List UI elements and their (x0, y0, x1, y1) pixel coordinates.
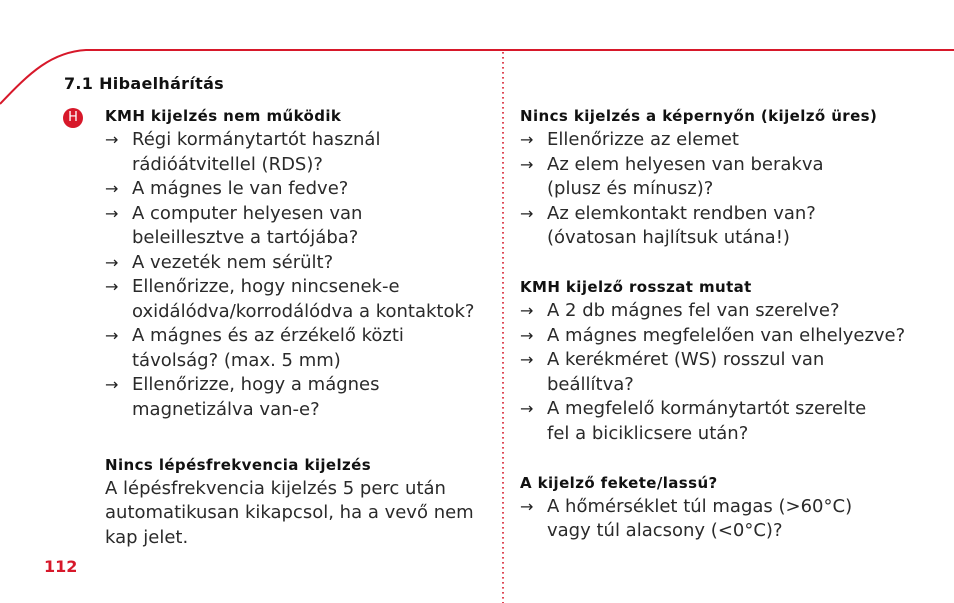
heading-kmh-not-working: KMH kijelzés nem működik (105, 107, 342, 125)
arrow-right-icon: → (105, 375, 119, 394)
spacer (520, 446, 940, 471)
list-item-line: Az elem helyesen van berakva (547, 153, 824, 175)
spacer (105, 422, 495, 447)
paragraph-line: A lépésfrekvencia kijelzés 5 perc után (105, 477, 446, 499)
list-item (520, 299, 940, 324)
list-item (105, 275, 495, 324)
section-title: 7.1 Hibaelhárítás (64, 74, 225, 93)
page-number: 112 (44, 557, 78, 576)
arrow-right-icon: → (105, 252, 119, 272)
list-item-line: vagy túl alacsony (<0°C)? (547, 520, 783, 541)
list-item (105, 177, 495, 202)
list-item-line: A kerékméret (WS) rosszul van (547, 349, 825, 370)
arrow-right-icon: → (105, 179, 119, 198)
list-item (520, 348, 940, 397)
heading-no-display: Nincs kijelzés a képernyőn (kijelző üres) (520, 107, 878, 125)
list-item-line: magnetizálva van-e? (132, 398, 320, 420)
list-item-line: Az elemkontakt rendben van? (547, 202, 816, 224)
list-item (105, 251, 495, 276)
arrow-right-icon: → (520, 496, 534, 516)
list-item (520, 202, 940, 251)
arrow-right-icon: → (520, 325, 534, 345)
list-item (520, 324, 940, 349)
arrow-right-icon: → (520, 203, 534, 223)
list-item-line: távolság? (max. 5 mm) (132, 349, 341, 371)
list-item-line: A hőmérséklet túl magas (>60°C) (547, 495, 853, 517)
list-kmh-wrong (520, 299, 940, 446)
list-item-line: A mágnes le van fedve? (132, 178, 349, 199)
list-item-line: beállítva? (547, 373, 634, 395)
heading-kmh-wrong: KMH kijelző rosszat mutat (520, 278, 752, 296)
heading-no-cadence: Nincs lépésfrekvencia kijelzés (105, 455, 372, 474)
list-item-line: rádióátvitellel (RDS)? (132, 153, 323, 175)
list-item (520, 495, 940, 544)
arrow-right-icon: → (520, 350, 534, 369)
paragraph-no-cadence (105, 477, 495, 551)
arrow-right-icon: → (520, 301, 534, 320)
list-item-line: fel a biciklicsere után? (547, 422, 749, 444)
list-item-line: (plusz és mínusz)? (547, 178, 714, 199)
arrow-right-icon: → (105, 277, 119, 296)
list-item-line: A computer helyesen van (132, 202, 363, 224)
list-item-line: A megfelelő kormánytartót szerelte (547, 398, 867, 419)
list-item-line: oxidálódva/korrodálódva a kontaktok? (132, 300, 475, 322)
list-item (520, 153, 940, 202)
arrow-right-icon: → (520, 130, 534, 149)
left-column (105, 104, 495, 550)
list-no-display (520, 128, 940, 251)
list-item-line: A 2 db mágnes fel van szerelve? (547, 300, 840, 321)
list-item-line: Ellenőrizze, hogy a mágnes (132, 374, 380, 395)
arrow-right-icon: → (105, 203, 119, 223)
list-item-line: Régi kormánytartót használ (132, 129, 381, 150)
list-item-line: beleillesztve a tartójába? (132, 227, 359, 248)
arrow-right-icon: → (520, 399, 534, 418)
list-item (520, 128, 940, 153)
arrow-right-icon: → (105, 130, 119, 149)
arrow-right-icon: → (520, 154, 534, 174)
list-item-line: Ellenőrizze az elemet (547, 129, 739, 150)
right-column (520, 104, 940, 544)
list-item-line: A mágnes és az érzékelő közti (132, 325, 404, 346)
paragraph-line: automatikusan kikapcsol, ha a vevő nem (105, 502, 474, 523)
heading-display-black: A kijelző fekete/lassú? (520, 473, 718, 492)
list-item (105, 324, 495, 373)
spacer (520, 251, 940, 276)
arrow-right-icon: → (105, 326, 119, 345)
list-item (105, 202, 495, 251)
list-item-line: A vezeték nem sérült? (132, 251, 334, 273)
list-item-line: (óvatosan hajlítsuk utána!) (547, 227, 790, 248)
list-item (520, 397, 940, 446)
list-kmh-not-working (105, 128, 495, 422)
paragraph-line: kap jelet. (105, 526, 189, 548)
list-item (105, 373, 495, 422)
list-item-line: Ellenőrizze, hogy nincsenek-e (132, 276, 400, 297)
list-item-line: A mágnes megfelelően van elhelyezve? (547, 324, 906, 346)
list-item (105, 128, 495, 177)
list-display-black (520, 495, 940, 544)
section-badge-icon: H (63, 108, 83, 128)
